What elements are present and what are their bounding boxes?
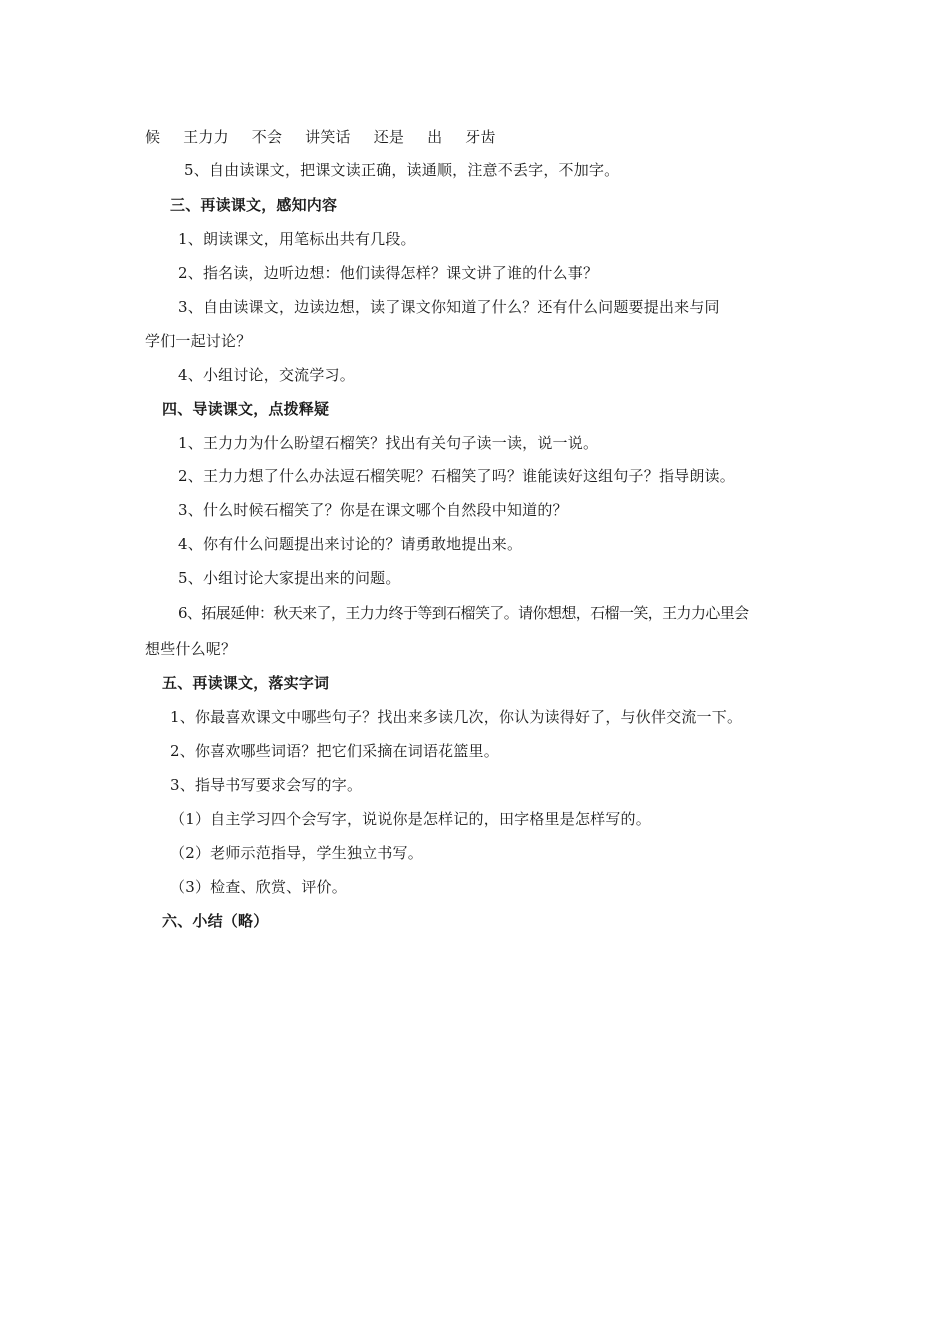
paragraph-line: 1、王力力为什么盼望石榴笑？找出有关句子读一读，说一说。 [178,434,599,452]
paragraph-line: （3）检查、欣赏、评价。 [170,878,347,896]
section-heading-6: 六、小结（略） [162,912,269,930]
vocab-word: 候 [145,128,161,146]
paragraph-line: 3、自由读课文，边读边想，读了课文你知道了什么？还有什么问题要提出来与同 [178,298,720,316]
paragraph-line: 4、小组讨论，交流学习。 [178,366,355,384]
vocab-word: 牙齿 [465,128,496,146]
paragraph-line: 学们一起讨论？ [145,332,252,350]
vocab-word: 还是 [373,128,405,146]
section-heading-5: 五、再读课文，落实字词 [162,674,330,692]
vocab-word: 不会 [251,128,283,146]
vocab-word: 王力力 [183,128,229,146]
vocab-word: 出 [427,128,443,146]
paragraph-line: 1、你最喜欢课文中哪些句子？找出来多读几次，你认为读得好了，与伙伴交流一下。 [170,708,743,726]
paragraph-line: 2、王力力想了什么办法逗石榴笑呢？石榴笑了吗？谁能读好这组句子？指导朗读。 [178,467,735,485]
paragraph-line: 1、朗读课文，用笔标出共有几段。 [178,230,416,248]
paragraph-line: （1）自主学习四个会写字，说说你是怎样记的，田字格里是怎样写的。 [170,810,651,828]
paragraph-line: 2、你喜欢哪些词语？把它们采摘在词语花篮里。 [170,742,499,760]
paragraph-line: 5、小组讨论大家提出来的问题。 [178,569,401,587]
vocab-word: 讲笑话 [305,128,351,146]
paragraph-line: 6、拓展延伸：秋天来了，王力力终于等到石榴笑了。请你想想，石榴一笑，王力力心里会 [178,604,749,622]
paragraph-line: （2）老师示范指导，学生独立书写。 [170,844,423,862]
section-heading-3: 三、再读课文，感知内容 [170,196,338,214]
paragraph-line: 4、你有什么问题提出来讨论的？请勇敢地提出来。 [178,535,523,553]
vocabulary-line [145,127,514,147]
paragraph-line: 想些什么呢？ [145,640,237,658]
paragraph-line: 3、什么时候石榴笑了？你是在课文哪个自然段中知道的？ [178,501,568,519]
section-heading-4: 四、导读课文，点拨释疑 [162,400,330,418]
paragraph-line: 3、指导书写要求会写的字。 [170,776,363,794]
paragraph-line: 2、指名读，边听边想：他们读得怎样？课文讲了谁的什么事？ [178,264,599,282]
paragraph-line: 5、自由读课文，把课文读正确，读通顺，注意不丢字，不加字。 [184,161,620,179]
